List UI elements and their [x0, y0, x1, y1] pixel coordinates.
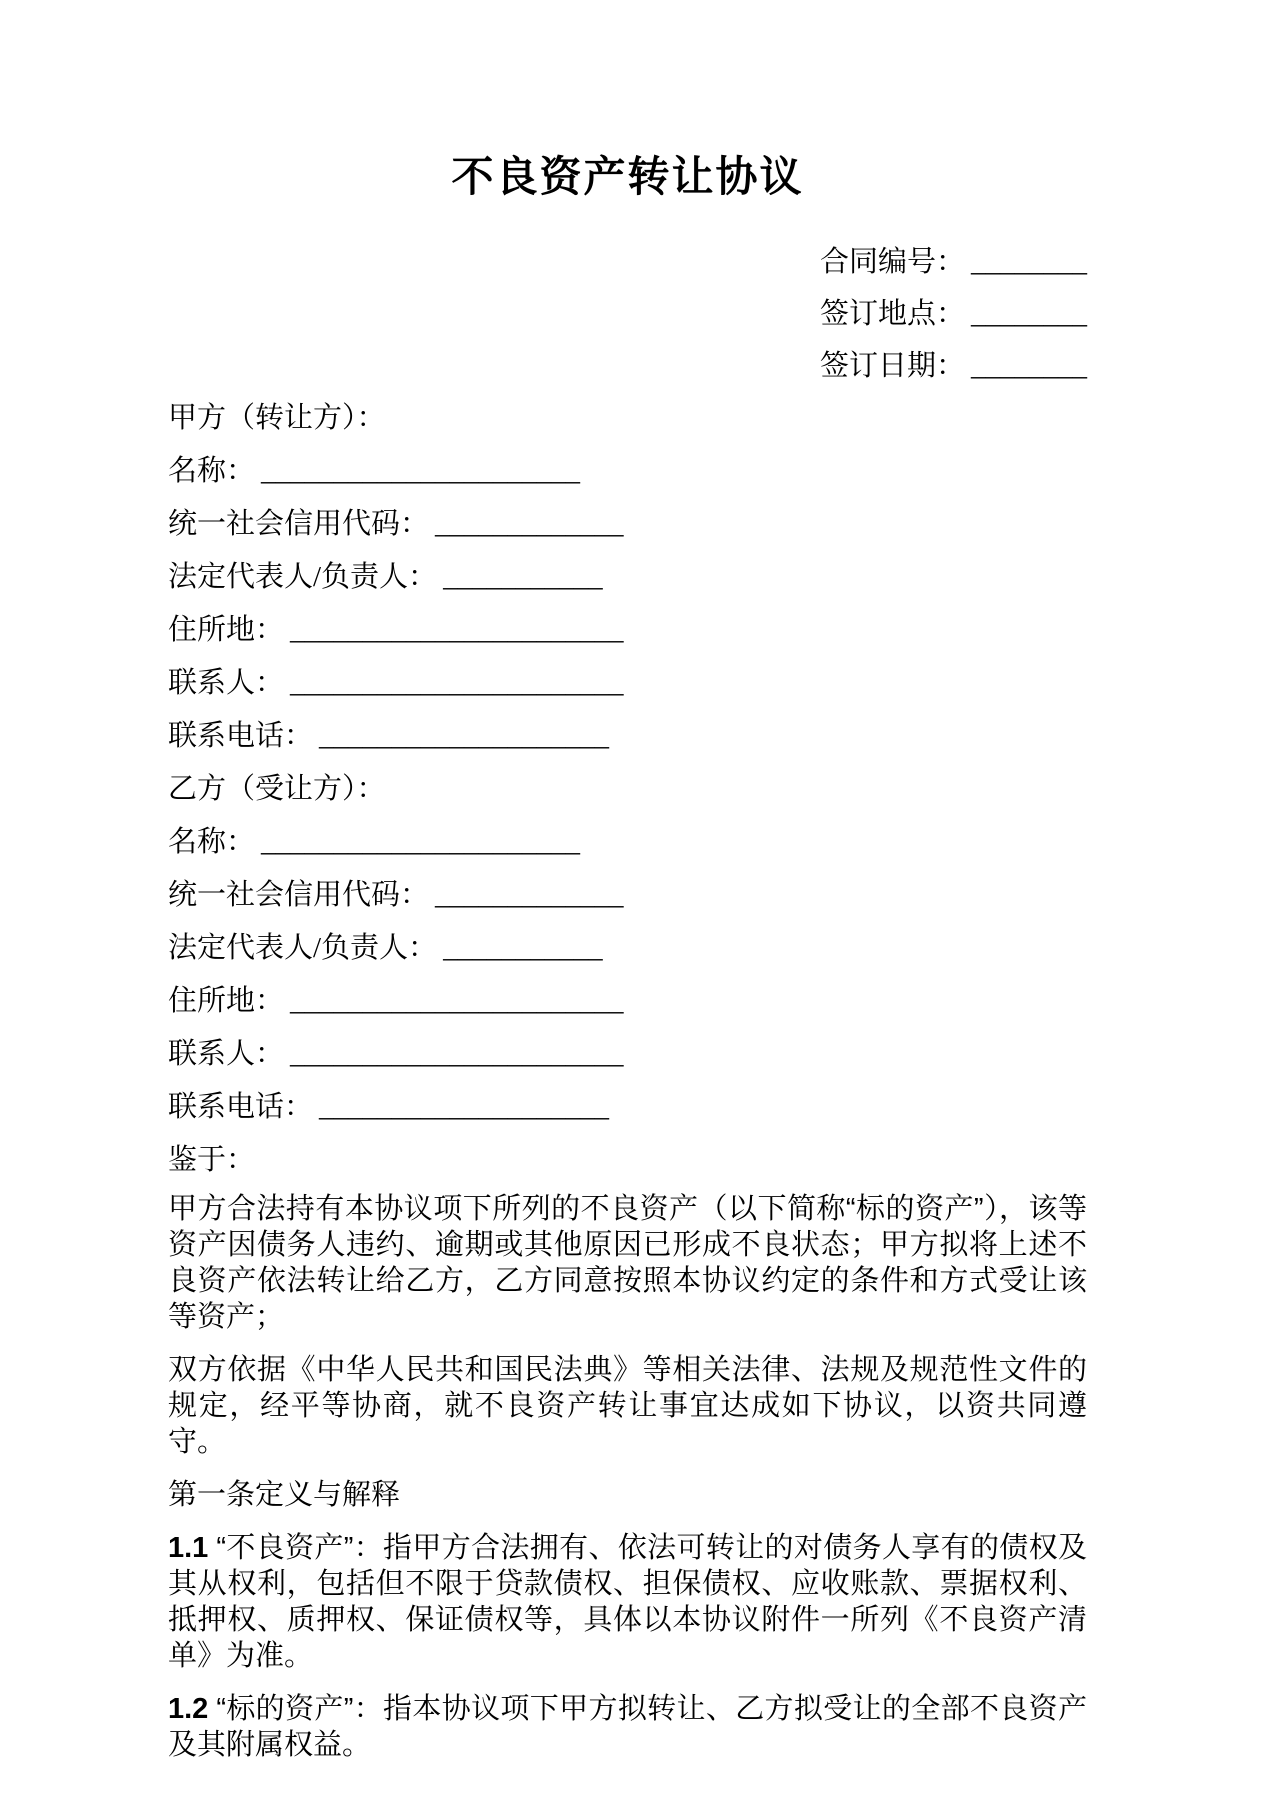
meta-signing-place-label: 签订地点： — [819, 298, 965, 330]
party-b-name-blank: ______________________ — [261, 826, 581, 858]
clause-1-2-number: 1.2 — [168, 1693, 209, 1725]
parties-block — [168, 392, 1087, 1187]
recital-paragraph-2: 双方依据《中华人民共和国民法典》等相关法律、法规及规范性文件的规定，经平等协商，就不良资产转让事宜达成如下协议，以资共同遵守。 — [168, 1354, 1087, 1458]
party-b-field-phone — [168, 1081, 1087, 1134]
meta-signing-date-blank: ________ — [971, 350, 1087, 382]
party-b-field-address — [168, 975, 1087, 1028]
party-a-contact-blank: _______________________ — [290, 667, 624, 699]
meta-signing-date-label: 签订日期： — [819, 350, 965, 382]
clause-1-2-text: “标的资产”：指本协议项下甲方拟转让、乙方拟受让的全部不良资产及其附属权益。 — [168, 1693, 1087, 1761]
clause-1-1-number: 1.1 — [168, 1532, 209, 1564]
clause-1-1-text: “不良资产”：指甲方合法拥有、依法可转让的对债务人享有的债权及其从权利，包括但不限于贷款债权、担保债权、应收账款、票据权利、抵押权、质押权、保证债权等，具体以本协议附件一所列《不良资产清单》为准。 — [168, 1532, 1087, 1672]
recital-paragraph-1: 甲方合法持有本协议项下所列的不良资产（以下简称“标的资产”），该等资产因债务人违约、逾期或其他原因已形成不良状态；甲方拟将上述不良资产依法转让给乙方，乙方同意按照本协议约定的条件和方式受让该等资产； — [168, 1193, 1087, 1333]
party-b-heading: 乙方（受让方）： — [168, 773, 386, 805]
meta-contract-number — [168, 236, 1087, 288]
party-b-phone-label: 联系电话： — [168, 1091, 314, 1123]
meta-signing-date — [168, 340, 1087, 392]
party-a-address-blank: _______________________ — [290, 614, 624, 646]
party-a-field-address — [168, 604, 1087, 657]
party-a-phone-label: 联系电话： — [168, 720, 314, 752]
party-a-legal-rep-blank: ___________ — [443, 561, 603, 593]
party-a-address-label: 住所地： — [168, 614, 285, 646]
party-a-phone-blank: ____________________ — [319, 720, 610, 752]
meta-signing-place — [168, 288, 1087, 340]
section-1-heading: 第一条定义与解释 — [168, 1479, 401, 1511]
party-a-contact-label: 联系人： — [168, 667, 285, 699]
party-a-field-phone — [168, 710, 1087, 763]
party-a-field-uscc — [168, 498, 1087, 551]
party-b-field-contact — [168, 1028, 1087, 1081]
party-b-address-label: 住所地： — [168, 985, 285, 1017]
party-b-contact-label: 联系人： — [168, 1038, 285, 1070]
clause-1-2 — [168, 1691, 1087, 1763]
party-b-field-name — [168, 816, 1087, 869]
party-b-field-legal-rep — [168, 922, 1087, 975]
meta-block — [168, 236, 1087, 392]
meta-signing-place-blank: ________ — [971, 298, 1087, 330]
party-b-address-blank: _______________________ — [290, 985, 624, 1017]
party-b-legal-rep-blank: ___________ — [443, 932, 603, 964]
party-b-uscc-label: 统一社会信用代码： — [168, 879, 430, 911]
clause-1-1 — [168, 1530, 1087, 1674]
party-b-name-label: 名称： — [168, 826, 256, 858]
party-a-heading: 甲方（转让方）： — [168, 402, 386, 434]
party-a-uscc-blank: _____________ — [435, 508, 624, 540]
party-a-name-blank: ______________________ — [261, 455, 581, 487]
party-b-uscc-blank: _____________ — [435, 879, 624, 911]
party-b-field-uscc — [168, 869, 1087, 922]
meta-contract-number-blank: ________ — [971, 246, 1087, 278]
party-a-uscc-label: 统一社会信用代码： — [168, 508, 430, 540]
party-a-field-contact — [168, 657, 1087, 710]
recitals-label: 鉴于： — [168, 1144, 256, 1176]
party-a-field-legal-rep — [168, 551, 1087, 604]
party-a-field-name — [168, 445, 1087, 498]
document-title: 不良资产转让协议 — [451, 155, 804, 201]
party-a-name-label: 名称： — [168, 455, 256, 487]
meta-contract-number-label: 合同编号： — [819, 246, 965, 278]
party-a-legal-rep-label: 法定代表人/负责人： — [168, 561, 438, 593]
party-b-legal-rep-label: 法定代表人/负责人： — [168, 932, 438, 964]
party-b-phone-blank: ____________________ — [319, 1091, 610, 1123]
party-b-contact-blank: _______________________ — [290, 1038, 624, 1070]
